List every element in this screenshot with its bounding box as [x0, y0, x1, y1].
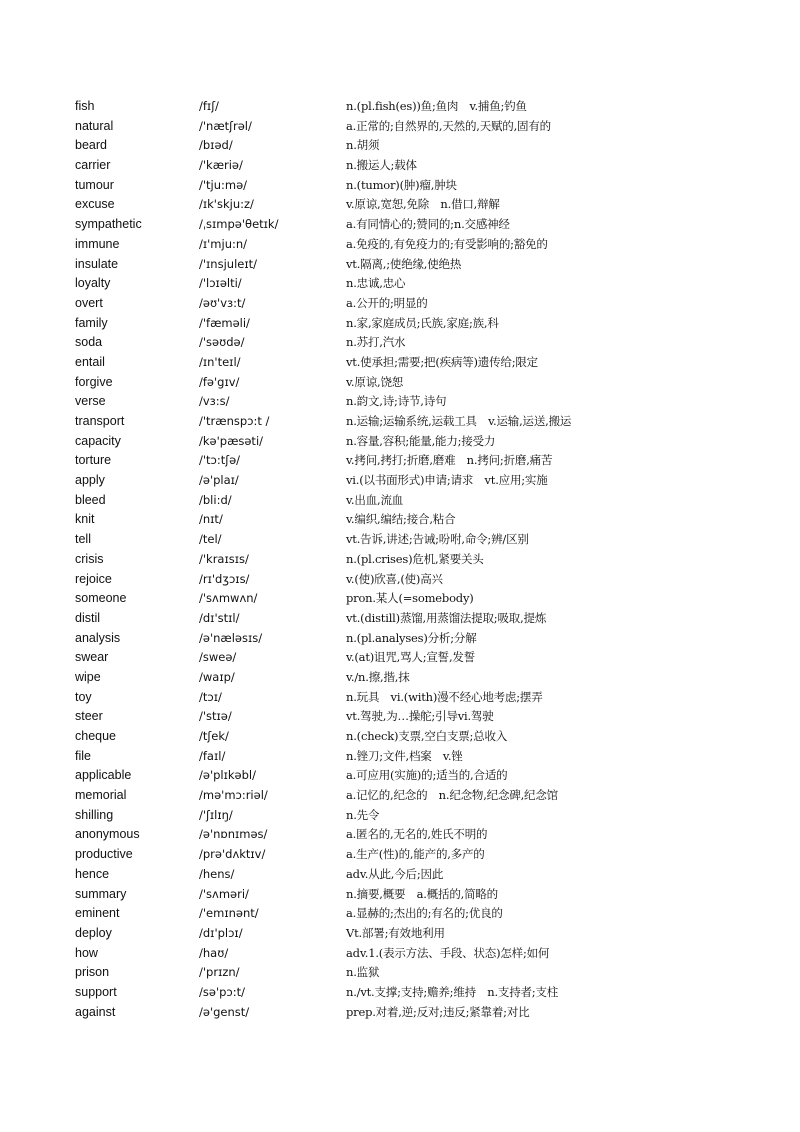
vocab-word: natural: [75, 118, 114, 133]
vocab-definition: adv.1.(表示方法、手段、状态)怎样;如何: [346, 945, 550, 960]
vocab-phonetic: /ə'plaɪ/: [199, 473, 239, 488]
vocab-word: knit: [75, 512, 95, 527]
vocab-phonetic: /ə'genst/: [199, 1004, 250, 1019]
vocab-word: sympathetic: [75, 217, 142, 232]
vocab-word: insulate: [75, 256, 119, 271]
vocab-entry: [0, 688, 800, 708]
vocab-phonetic: /fə'gɪv/: [199, 374, 240, 389]
vocab-entry: [0, 333, 800, 353]
vocab-phonetic: /rɪ'dʒɔɪs/: [199, 571, 250, 586]
vocab-definition: n.(pl.analyses)分析;分解: [346, 630, 477, 645]
vocab-definition: a.有同情心的;赞同的;n.交感神经: [346, 217, 510, 232]
vocab-entry: [0, 589, 800, 609]
vocab-word: forgive: [75, 374, 113, 389]
vocab-entry: [0, 235, 800, 255]
vocab-word: apply: [75, 473, 105, 488]
vocab-phonetic: /bɪəd/: [199, 138, 233, 153]
vocab-definition: v.(使)欣喜,(使)高兴: [346, 571, 443, 586]
vocab-phonetic: /'tju:mə/: [199, 177, 248, 192]
vocab-word: crisis: [75, 551, 104, 566]
vocab-definition: adv.从此,今后;因此: [346, 866, 444, 881]
vocab-entry: [0, 373, 800, 393]
vocab-entry: [0, 451, 800, 471]
vocab-word: tell: [75, 532, 91, 547]
vocabulary-list: [0, 97, 800, 1022]
vocab-phonetic: /'nætʃrəl/: [199, 118, 252, 133]
vocab-definition: vt.告诉,讲述;告诫;吩咐,命令;辨/区别: [346, 532, 529, 547]
vocab-word: productive: [75, 847, 133, 862]
vocab-phonetic: /vɜ:s/: [199, 394, 230, 409]
vocab-phonetic: /ə'plɪkəbl/: [199, 768, 256, 783]
vocab-entry: [0, 215, 800, 235]
vocab-phonetic: /hens/: [199, 866, 235, 881]
vocab-word: excuse: [75, 197, 115, 212]
vocab-definition: n.韵文,诗;诗节,诗句: [346, 394, 447, 409]
vocab-definition: a.生产(性)的,能产的,多产的: [346, 847, 485, 862]
vocab-word: wipe: [75, 669, 101, 684]
vocab-definition: a.可应用(实施)的;适当的,合适的: [346, 768, 508, 783]
vocab-definition: n.家,家庭成员;氏族,家庭;族,科: [346, 315, 499, 330]
vocab-entry: [0, 845, 800, 865]
vocab-phonetic: /tʃek/: [199, 729, 229, 743]
vocab-phonetic: /nɪt/: [199, 512, 223, 527]
vocab-word: against: [75, 1004, 116, 1019]
vocab-definition: vt.(distill)蒸馏,用蒸馏法提取;吸取,提炼: [346, 610, 547, 625]
vocab-entry: [0, 865, 800, 885]
vocab-phonetic: /ə'nɒnɪməs/: [199, 827, 268, 842]
vocab-definition: vt.使承担;需要;把(疾病等)遗传给;限定: [346, 354, 538, 369]
vocab-definition: v.(at)诅咒,骂人;宣誓,发誓: [346, 650, 476, 665]
vocab-phonetic: /'fæməli/: [199, 315, 250, 330]
vocab-entry: [0, 471, 800, 491]
vocab-definition: n.胡须: [346, 138, 380, 153]
vocab-word: applicable: [75, 768, 132, 783]
vocab-entry: [0, 707, 800, 727]
vocab-phonetic: /'tɔ:tʃə/: [199, 453, 241, 468]
vocab-phonetic: /ɪ'mju:n/: [199, 236, 248, 251]
vocab-definition: n.(pl.crises)危机,紧要关头: [346, 551, 484, 566]
vocab-definition: vt.驾驶,为…操舵;引导vi.驾驶: [346, 709, 494, 724]
vocab-phonetic: /'sʌmwʌn/: [199, 591, 258, 606]
vocab-entry: [0, 294, 800, 314]
vocab-definition: vt.隔离,;使绝缘,使绝热: [346, 256, 462, 271]
vocab-word: anonymous: [75, 827, 140, 842]
vocab-entry: [0, 747, 800, 767]
vocab-entry: [0, 786, 800, 806]
vocab-phonetic: /mə'mɔ:riəl/: [199, 788, 268, 803]
vocab-entry: [0, 609, 800, 629]
vocab-entry: [0, 904, 800, 924]
vocab-phonetic: /'kæriə/: [199, 158, 243, 173]
vocab-definition: n.锉刀;文件,档案 v.锉: [346, 748, 463, 763]
vocab-definition: n.搬运人;载体: [346, 158, 417, 173]
vocab-entry: [0, 353, 800, 373]
vocab-entry: [0, 668, 800, 688]
vocab-phonetic: /fɪʃ/: [199, 99, 219, 113]
vocab-definition: n.(check)支票,空白支票;总收入: [346, 729, 508, 743]
vocab-entry: [0, 629, 800, 649]
vocab-definition: a.公开的;明显的: [346, 295, 428, 310]
vocab-phonetic: /'trænspɔ:t /: [199, 414, 270, 428]
vocab-phonetic: /'səʊdə/: [199, 335, 245, 350]
vocab-word: hence: [75, 866, 110, 881]
vocab-word: how: [75, 945, 98, 960]
vocab-entry: [0, 156, 800, 176]
vocab-definition: n.(pl.fish(es))鱼;鱼肉 v.捕鱼;钓鱼: [346, 99, 527, 113]
vocab-word: shilling: [75, 807, 114, 822]
vocab-phonetic: /'ɪnsjuleɪt/: [199, 256, 257, 271]
vocab-word: prison: [75, 965, 110, 980]
vocab-word: analysis: [75, 630, 121, 645]
vocab-word: entail: [75, 354, 105, 369]
vocab-entry: [0, 570, 800, 590]
vocab-entry: [0, 727, 800, 747]
vocab-word: immune: [75, 236, 120, 251]
vocab-definition: v.出血,流血: [346, 492, 404, 507]
vocab-entry: [0, 806, 800, 826]
vocab-word: file: [75, 748, 91, 763]
vocab-definition: prep.对着,逆;反对;违反;紧靠着;对比: [346, 1004, 530, 1019]
vocab-definition: v.原谅,宽恕,免除 n.借口,辩解: [346, 197, 500, 212]
vocab-phonetic: /ˌsɪmpə'θetɪk/: [199, 217, 279, 232]
vocab-entry: [0, 176, 800, 196]
vocab-phonetic: /'emɪnənt/: [199, 906, 259, 921]
vocab-definition: n.运输;运输系统,运载工具 v.运输,运送,搬运: [346, 414, 572, 428]
vocab-phonetic: /'stɪə/: [199, 709, 232, 724]
vocab-word: carrier: [75, 158, 111, 173]
vocab-phonetic: /prə'dʌktɪv/: [199, 847, 266, 862]
vocab-phonetic: /kə'pæsəti/: [199, 433, 264, 448]
vocab-entry: [0, 195, 800, 215]
vocab-word: family: [75, 315, 108, 330]
vocab-entry: [0, 117, 800, 137]
vocab-phonetic: /dɪ'plɔɪ/: [199, 925, 243, 940]
vocab-entry: [0, 648, 800, 668]
vocab-phonetic: /'lɔɪəlti/: [199, 276, 242, 291]
vocab-entry: [0, 963, 800, 983]
vocab-phonetic: /faɪl/: [199, 748, 226, 763]
vocab-word: fish: [75, 99, 95, 113]
vocab-entry: [0, 510, 800, 530]
vocab-phonetic: /əʊ'vɜ:t/: [199, 295, 246, 310]
vocab-word: memorial: [75, 788, 127, 803]
vocab-entry: [0, 274, 800, 294]
vocab-definition: v./n.擦,揩,抹: [346, 669, 410, 684]
vocab-word: someone: [75, 591, 127, 606]
vocab-entry: [0, 491, 800, 511]
vocab-word: eminent: [75, 906, 120, 921]
vocab-entry: [0, 136, 800, 156]
vocab-definition: a.匿名的,无名的,姓氏不明的: [346, 827, 488, 842]
vocab-definition: n.忠诚,忠心: [346, 276, 406, 291]
vocab-entry: [0, 255, 800, 275]
vocab-word: cheque: [75, 729, 117, 743]
vocab-entry: [0, 314, 800, 334]
vocab-definition: n.(tumor)(肿)瘤,肿块: [346, 177, 457, 192]
vocab-entry: [0, 944, 800, 964]
vocab-entry: [0, 825, 800, 845]
vocab-word: support: [75, 984, 117, 999]
vocab-definition: n.苏打,汽水: [346, 335, 406, 350]
vocab-entry: [0, 530, 800, 550]
vocab-phonetic: /haʊ/: [199, 945, 229, 960]
vocab-word: toy: [75, 689, 92, 704]
vocab-phonetic: /ɪn'teɪl/: [199, 354, 241, 369]
vocab-definition: n.玩具 vi.(with)漫不经心地考虑;摆弄: [346, 689, 543, 704]
vocab-definition: v.原谅,饶恕: [346, 374, 404, 389]
vocab-phonetic: /ə'næləsɪs/: [199, 630, 263, 645]
vocab-entry: [0, 432, 800, 452]
vocab-word: distil: [75, 610, 101, 625]
vocab-phonetic: /'prɪzn/: [199, 965, 240, 980]
vocab-entry: [0, 97, 800, 117]
vocab-entry: [0, 392, 800, 412]
vocab-definition: n.容量,容积;能量,能力;接受力: [346, 433, 496, 448]
vocab-entry: [0, 924, 800, 944]
vocab-definition: n.监狱: [346, 965, 380, 980]
vocab-definition: a.显赫的;杰出的;有名的;优良的: [346, 906, 503, 921]
vocab-phonetic: /dɪ'stɪl/: [199, 610, 240, 625]
vocab-entry: [0, 1003, 800, 1023]
vocab-definition: a.记忆的,纪念的 n.纪念物,纪念碑,纪念馆: [346, 788, 558, 803]
vocab-word: tumour: [75, 177, 114, 192]
vocab-phonetic: /waɪp/: [199, 669, 235, 684]
vocab-word: capacity: [75, 433, 121, 448]
vocab-definition: a.正常的;自然界的,天然的,天赋的,固有的: [346, 118, 551, 133]
vocab-word: bleed: [75, 492, 106, 507]
vocab-phonetic: /sə'pɔ:t/: [199, 984, 245, 999]
vocab-word: beard: [75, 138, 107, 153]
vocab-phonetic: /bli:d/: [199, 492, 232, 507]
vocab-word: verse: [75, 394, 106, 409]
vocab-word: deploy: [75, 925, 112, 940]
vocab-definition: n.摘要,概要 a.概括的,简略的: [346, 886, 498, 901]
vocab-word: soda: [75, 335, 103, 350]
vocab-entry: [0, 550, 800, 570]
vocab-word: steer: [75, 709, 103, 724]
vocab-word: overt: [75, 295, 103, 310]
vocab-phonetic: /'sʌməri/: [199, 886, 249, 901]
vocab-phonetic: /'ʃɪlɪŋ/: [199, 807, 233, 822]
vocab-phonetic: /tɔɪ/: [199, 689, 222, 704]
vocab-phonetic: /'kraɪsɪs/: [199, 551, 249, 566]
vocab-word: torture: [75, 453, 112, 468]
vocab-definition: n./vt.支撑;支持;赡养;维持 n.支持者;支柱: [346, 984, 559, 999]
vocab-word: rejoice: [75, 571, 112, 586]
vocab-definition: n.先令: [346, 807, 380, 822]
vocab-word: swear: [75, 650, 109, 665]
vocab-entry: [0, 885, 800, 905]
vocab-entry: [0, 766, 800, 786]
vocab-word: summary: [75, 886, 127, 901]
vocab-entry: [0, 983, 800, 1003]
vocab-phonetic: /ɪk'skju:z/: [199, 197, 254, 212]
vocab-definition: Vt.部署;有效地利用: [346, 925, 445, 940]
vocab-phonetic: /sweə/: [199, 650, 237, 665]
vocab-phonetic: /tel/: [199, 532, 222, 547]
vocab-definition: v.编织,编结;接合,粘合: [346, 512, 456, 527]
vocab-word: transport: [75, 414, 125, 428]
vocab-definition: a.免疫的,有免疫力的;有受影响的;豁免的: [346, 236, 548, 251]
vocab-word: loyalty: [75, 276, 111, 291]
vocab-definition: vi.(以书面形式)申请;请求 vt.应用;实施: [346, 473, 548, 488]
vocab-definition: pron.某人(=somebody): [346, 591, 474, 606]
vocab-entry: [0, 412, 800, 432]
vocab-definition: v.拷问,拷打;折磨,磨难 n.拷问;折磨,痛苦: [346, 453, 553, 468]
